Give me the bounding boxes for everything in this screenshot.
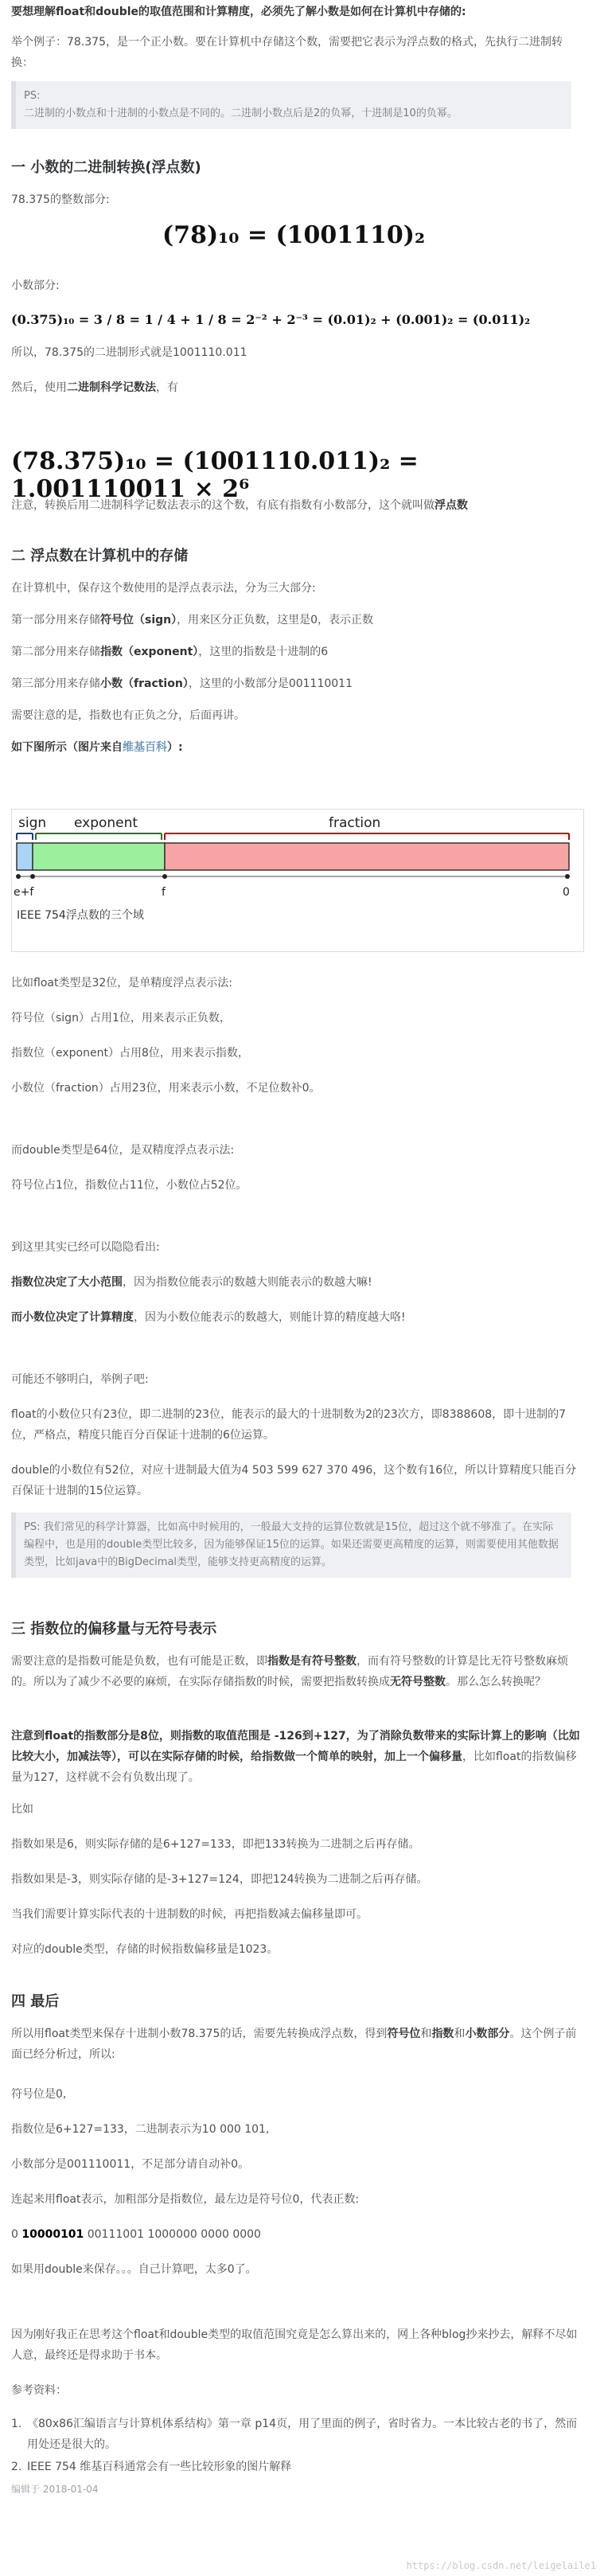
float-sign: 符号位（sign）占用1位，用来表示正负数，	[11, 1012, 231, 1025]
sci-notation-intro: 然后，使用二进制科学记数法，有	[11, 381, 178, 394]
double-bits: 符号位占1位，指数位占11位，小数位占52位。	[11, 1179, 247, 1192]
reference-1: 1. 《80x86汇编语言与计算机体系结构》第一章 p14页，用了里面的例子，省时省力。一本比较古老的书了，然而用处还是很大的。	[11, 2418, 578, 2451]
ps-quote	[11, 81, 571, 129]
float-bits-intro: 连起来用float表示，加粗部分是指数位，最左边是符号位0，代表正数:	[11, 2193, 360, 2206]
final-summary: 所以用float类型来保存十进制小数78.375的话，需要先转换成浮点数，得到符号位和指数和小数部分。这个例子前面已经分析过，所以:	[11, 2028, 577, 2061]
sign-field	[17, 843, 33, 870]
wikipedia-link[interactable]: 维基百科	[123, 741, 167, 754]
conclusion-precision: 而小数位决定了计算精度，因为小数位能表示的数越大，则能计算的精度越大咯!	[11, 1311, 406, 1324]
closing-paragraph: 因为刚好我正在思考这个float和double类型的取值范围究竟是怎么算出来的，网上各种blog抄来抄去，解释不尽如人意，最终还是得求助于书本。	[11, 2328, 578, 2362]
section-1-title: 一 小数的二进制转换(浮点数)	[11, 159, 201, 176]
frac-formula: (0.375)₁₀ = 3 / 8 = 1 / 4 + 1 / 8 = 2⁻² + 2⁻³ = (0.01)₂ + (0.001)₂ = (0.011)₂	[11, 312, 531, 327]
fraction-field	[165, 843, 569, 870]
edited-date: 编辑于 2018-01-04	[11, 2484, 99, 2495]
ieee754-figure	[11, 809, 584, 952]
fraction-bits-value: 小数部分是001110011，不足部分请自动补0。	[11, 2158, 250, 2171]
float-fraction: 小数位（fraction）占用23位，用来表示小数，不足位数补0。	[11, 1082, 321, 1095]
section-2-title: 二 浮点数在计算机中的存储	[11, 548, 189, 564]
ps-text: 二进制的小数点和十进制的小数点是不同的。二进制小数点后是2的负幂，十进制是10的负幂。	[24, 107, 458, 119]
example-intro: 可能还不够明白，举例子吧:	[11, 1373, 149, 1386]
double-note: 如果用double来保存。。。自己计算吧，太多0了。	[11, 2263, 257, 2276]
intro-headline: 要想理解float和double的取值范围和计算精度，必须先了解小数是如何在计算机中存储的:	[11, 6, 466, 18]
figure-caption: IEEE 754浮点数的三个域	[17, 909, 144, 922]
part-3-fraction: 第三部分用来存储小数（fraction），这里的小数部分是001110011	[11, 677, 353, 690]
bias-explanation: 注意到float的指数部分是8位，则指数的取值范围是 -126到+127，为了消除负数带来的实际计算上的影响（比如比较大小，加减法等），可以在实际存储的时候，给指数做一个简单的映射，加上一个偏移量，比如float的指数偏移量为127，这样就不会有负数出现了。	[11, 1730, 580, 1784]
fraction-bracket	[165, 833, 569, 840]
binary-result: 所以，78.375的二进制形式就是1001110.011	[11, 346, 247, 359]
bias-example-3: 当我们需要计算实际代表的十进制数的时候，再把指数减去偏移量即可。	[11, 1908, 368, 1921]
part-2-exponent: 第二部分用来存储指数（exponent），这里的指数是十进制的6	[11, 646, 329, 658]
ps-label: PS:	[24, 90, 41, 102]
float-exponent: 指数位（exponent）占用8位，用来表示指数，	[11, 1047, 249, 1060]
tick-label-left: e+f	[14, 886, 34, 899]
label-fraction: fraction	[329, 815, 381, 831]
conclusion-intro: 到这里其实已经可以隐隐看出:	[11, 1241, 160, 1254]
frac-part-label: 小数部分:	[11, 279, 60, 292]
label-sign: sign	[18, 815, 47, 831]
tick-left	[16, 874, 21, 879]
int-part-label: 78.375的整数部分:	[11, 193, 110, 206]
ieee754-wikipedia-link[interactable]: IEEE 754 维基百科通常会有一些比较形象的图片解释	[27, 2461, 292, 2473]
example-label: 比如	[11, 1803, 33, 1816]
bias-example-2: 指数如果是-3，则实际存储的是-3+127=124，即把124转换为二进制之后再存储。	[11, 1873, 428, 1886]
section-3-title: 三 指数位的偏移量与无符号表示	[11, 1621, 217, 1637]
tick-label-right: 0	[563, 886, 570, 899]
label-exponent: exponent	[74, 815, 138, 831]
tick-label-mid: f	[162, 886, 166, 899]
figure-source: 如下图所示（图片来自维基百科）:	[11, 741, 183, 754]
conclusion-range: 指数位决定了大小范围，因为指数位能表示的数越大则能表示的数越大嘛!	[11, 1276, 372, 1289]
float-bits: 0 10000101 00111001 1000000 0000 0000	[11, 2228, 261, 2241]
signed-exponent-note: 需要注意的是指数可能是负数，也有可能是正数，即指数是有符号整数，而有符号整数的计算是比无符号整数麻烦的。所以为了减少不必要的麻烦，在实际存储指数的时候，需要把指数转换成无符号整数。那么怎么转换呢？	[11, 1655, 568, 1688]
float-title: 比如float类型是32位，是单精度浮点表示法:	[11, 977, 232, 989]
storage-intro: 在计算机中，保存这个数使用的是浮点表示法，分为三大部分:	[11, 582, 316, 595]
double-bias: 对应的double类型，存储的时候指数偏移量是1023。	[11, 1943, 279, 1956]
section-4-title: 四 最后	[11, 1993, 60, 2010]
sci-formula: (78.375)₁₀ = (1001110.011)₂ = 1.001110011 × 2⁶	[11, 447, 419, 503]
intro-example: 举个例子：78.375，是一个正小数。要在计算机中存储这个数，需要把它表示为浮点数的格式，先执行二进制转换：	[11, 36, 563, 69]
sign-bit-value: 符号位是0,	[11, 2088, 67, 2101]
tick-right	[565, 874, 570, 879]
float-precision-example: float的小数位只有23位，即二进制的23位，能表示的最大的十进制数为2的23次方，即8388608，即十进制的7位，严格点，精度只能百分百保证十进制的6位运算。	[11, 1408, 567, 1442]
double-title: 而double类型是64位，是双精度浮点表示法:	[11, 1144, 235, 1157]
references-title: 参考资料：	[11, 2384, 67, 2397]
calculator-ps-quote: PS: 我们常见的科学计算器，比如高中时候用的，一般最大支持的运算位数就是15位，超过这个就不够准了。在实际编程中，也是用的double类型比较多，因为能够保证15位的运算。如果还需要更高精度的运算，则需要使用其他数据类型，比如java中的BigDecimal类型，能够支持更高精度的运算。	[11, 1512, 571, 1578]
bias-example-1: 指数如果是6，则实际存储的是6+127=133，即把133转换为二进制之后再存储。	[11, 1838, 420, 1851]
exponent-bits-value: 指数位是6+127=133，二进制表示为10 000 101,	[11, 2123, 270, 2136]
exponent-sign-note: 需要注意的是，指数也有正负之分，后面再讲。	[11, 709, 245, 722]
tick-left2	[30, 874, 35, 879]
watermark: https://blog.csdn.net/leigelaile1	[406, 2560, 596, 2571]
int-formula: (78)₁₀ = (1001110)₂	[162, 221, 426, 249]
part-1-sign: 第一部分用来存储符号位（sign），用来区分正负数，这里是0，表示正数	[11, 614, 374, 626]
ieee754-diagram	[12, 810, 583, 951]
double-precision-example: double的小数位有52位，对应十进制最大值为4 503 599 627 370 496，这个数有16位，所以计算精度只能百分百保证十进制的15位运算。	[11, 1464, 577, 1497]
tick-mid	[162, 874, 167, 879]
float-note: 注意，转换后用二进制科学记数法表示的这个数，有底有指数有小数部分，这个就叫做浮点数	[11, 499, 468, 512]
exponent-field	[33, 843, 165, 870]
sign-bracket	[17, 833, 33, 840]
exponent-bracket	[36, 833, 162, 840]
reference-2: 2. IEEE 754 维基百科通常会有一些比较形象的图片解释	[11, 2461, 292, 2473]
